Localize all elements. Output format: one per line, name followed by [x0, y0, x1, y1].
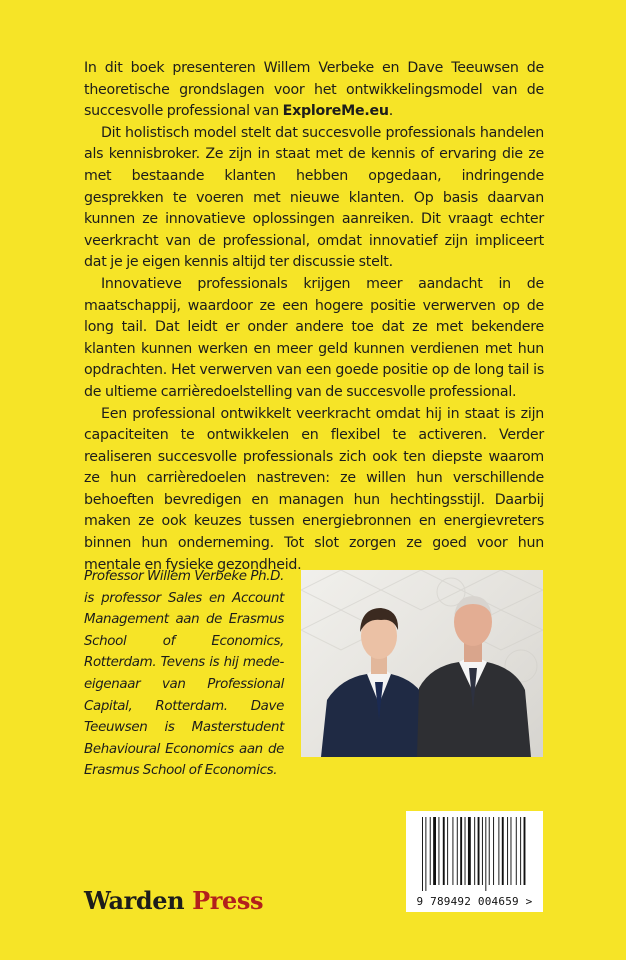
barcode-bar	[478, 817, 480, 885]
blurb-paragraph-1	[84, 58, 544, 123]
barcode-bar	[465, 817, 466, 885]
barcode-bar	[498, 817, 499, 885]
barcode-bar	[520, 817, 521, 885]
isbn-digits: 9 789492 004659	[416, 895, 519, 908]
isbn-barcode	[406, 811, 543, 912]
barcode-bars	[422, 817, 527, 891]
barcode-bar	[524, 817, 526, 885]
barcode-bar	[430, 817, 431, 885]
barcode-bar	[468, 817, 471, 885]
barcode-bar	[507, 817, 508, 885]
barcode-bar	[482, 817, 483, 885]
barcode-bar	[425, 817, 426, 891]
author-photo	[301, 570, 543, 757]
blurb-paragraph-3: Innovatieve professionals krijgen meer aandacht in de maatschappij, waardoor ze een hogere positie verwerven op de long tail. Dat leidt er onder andere toe dat ze met bekendere klanten kunnen werken en meer geld kunnen verdienen met hun opdrachten. Het verwerven van een goede positie op de long tail is de ultieme carrièredoelstelling van de succesvolle professional.	[84, 275, 544, 400]
brand-name: ExploreMe.eu	[282, 103, 389, 120]
barcode-bar	[489, 817, 490, 885]
barcode-bar	[443, 817, 445, 885]
author-bio: Professor Willem Verbeke Ph.D. is professor Sales en Account Management aan de Erasmus School of Economics, Rotterdam. Tevens is hij mede-eigenaar van Professional Capital, Rotterdam. Dave Teeuwsen is Masterstudent Behavioural Economics aan de Erasmus School of Economics.	[84, 569, 284, 779]
barcode-bar	[457, 817, 458, 885]
person-right	[417, 596, 531, 757]
author-photo-illustration	[301, 570, 543, 757]
barcode-bar	[422, 817, 423, 891]
barcode-bar	[516, 817, 517, 885]
barcode-bar	[433, 817, 436, 885]
publisher-logo	[84, 886, 263, 915]
barcode-bar	[460, 817, 462, 885]
blurb-p1-end: .	[388, 103, 393, 120]
blurb-paragraph-4: Een professional ontwikkelt veerkracht omdat hij in staat is zijn capaciteiten te ontwikkelen en flexibel te activeren. Verder realiseren succesvolle professionals zich ook ten diepste waarom ze hun carrièredoelen nastreven: ze willen hun verschillende behoeften bevredigen en managen hun hechtingsstijl. Daarbij maken ze ook keuzes tussen energiebronnen en energievreters binnen hun onderneming. Tot slot zorgen ze goed voor hun mentale en fysieke gezondheid.	[84, 405, 544, 573]
barcode-bar	[447, 817, 448, 885]
barcode-bar	[474, 817, 475, 885]
blurb-paragraph-2: Dit holistisch model stelt dat succesvolle professionals handelen als kennisbroker. Ze zijn in staat met de kennis of ervaring die ze met bestaande klanten hebben opgedaan, indringende gesprekken te voeren met nieuwe klanten. Op basis daarvan kunnen ze innovatieve oplossingen aanreiken. Dit vraagt echter veerkracht van de professional, omdat innovatief zijn impliceert dat je je eigen kennis altijd ter discussie stelt.	[84, 124, 544, 271]
barcode-bar	[511, 817, 512, 885]
back-cover-blurb	[84, 58, 544, 576]
barcode-bar	[502, 817, 504, 885]
barcode-bar	[452, 817, 453, 885]
barcode-bar	[438, 817, 439, 885]
barcode-bar	[485, 817, 486, 891]
blurb-p1-text: In dit boek presenteren Willem Verbeke en Dave Teeuwsen de theoretische grondslagen voor het ontwikkelingsmodel van de succesvolle professional van	[84, 60, 544, 120]
publisher-word-1: Warden	[84, 886, 185, 915]
publisher-word-2: Press	[192, 886, 264, 915]
isbn-number	[406, 895, 543, 908]
barcode-bar	[493, 817, 494, 885]
isbn-quiet-zone-mark: >	[525, 895, 533, 908]
person-left	[321, 608, 433, 757]
